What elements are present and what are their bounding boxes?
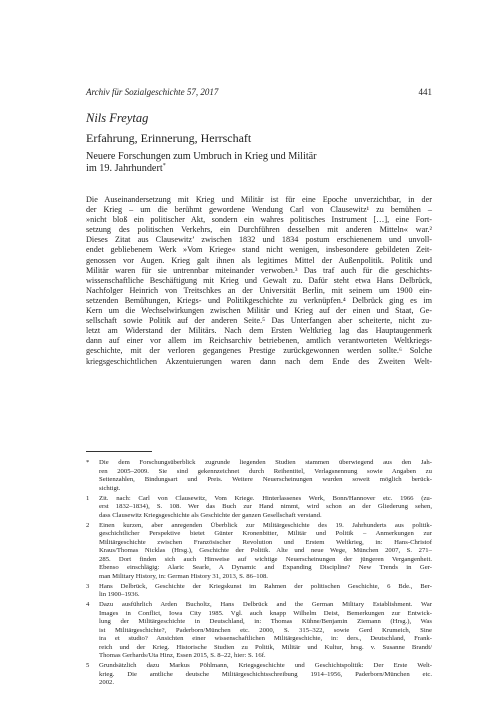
body-line: setzung des politischen Verkehrs, ein Durchführen desselben mit anderen Mitteln« war.²: [86, 225, 432, 235]
footnote-line: lin 1900–1936.: [99, 591, 140, 598]
footnote-line: Seitenzahlen, Bindungsart und Preis. Weitere Neuerscheinungen wurden soweit möglich berück-: [99, 476, 432, 483]
page-number: 441: [418, 87, 432, 97]
body-line: Kern um die Wechselwirkungen zwischen Militär und Krieg auf der einen und Staat, Ge-: [86, 306, 432, 316]
footnote: [86, 583, 432, 600]
footnote-line: reich und der Krieg. Historische Studien zu Politik, Militär und Kultur, hrsg. v. Susanne Brandt/: [99, 643, 432, 651]
article-title: Erfahrung, Erinnerung, Herrschaft: [86, 131, 252, 145]
footnote: [86, 601, 432, 661]
footnote-line: man Military History, in: German History 31, 2013, S. 86–108.: [99, 572, 268, 580]
subtitle-line: Neuere Forschungen zum Umbruch in Krieg und Militär: [86, 151, 317, 162]
footnote: [86, 522, 432, 582]
footnote-line: ren 2005–2009. Sie sind gekennzeichnet durch Reihentitel, Verlagsnennung sowie Angaben zu: [99, 467, 432, 475]
footnote-line: krieg. Die amtliche deutsche Militärgeschichtsschreibung 1914–1956, Paderborn/München etc.: [99, 670, 432, 678]
footnote-number: 1: [86, 494, 90, 502]
footnote-line: 2002.: [99, 679, 115, 686]
body-line: kriegsgeschichtlichen Akzentuierungen waren dann nach dem Ende des Zweiten Welt-: [86, 356, 432, 366]
footnote-line: Dazu ausführlich Arden Bucholtz, Hans Delbrück and the German Military Establishment. War: [99, 601, 432, 608]
footnote-line: geschichtlicher Perspektive bietet Günter Kronenbitter, Militär und Politik – Anmerkungen zur: [99, 530, 432, 537]
body-line: Nachfolger Heinrich von Treitschkes an der Universität Berlin, mit seinem um 1900 ein-: [86, 285, 432, 295]
article-author: Nils Freytag: [86, 111, 149, 125]
body-line: Die Auseinandersetzung mit Krieg und Militär ist für eine Epoche unverzichtbar, in der: [86, 195, 432, 204]
footnote-line: Zit. nach: Carl von Clausewitz, Vom Kriege. Hinterlassenes Werk, Bonn/Hannover etc. 1966 (zu-: [99, 494, 432, 502]
body-line: Militär waren für sie untrennbar miteinander verwoben.³ Das traf auch für die geschichts-: [86, 265, 432, 275]
footnote-line: erst 1832–1834), S. 108. Wer das Buch zur Hand nimmt, wird schon an der Gliederung sehen,: [99, 503, 432, 510]
footnote-line: Kraus/Thomas Nicklas (Hrsg.), Geschichte der Politik. Alte und neue Wege, München 2007, S. 271–: [99, 547, 432, 554]
body-line: Dieses Zitat aus Clausewitz’ zwischen 1832 und 1834 postum erschienenem und unvoll-: [86, 235, 432, 245]
footnote-number: 4: [86, 601, 90, 608]
footnote-line: Grundsätzlich dazu Markus Pöhlmann, Kriegsgeschichte und Geschichtspolitik: Der Erste Welt-: [99, 662, 432, 669]
footnote: [86, 459, 432, 493]
footnote-line: ist Militärgeschichte?, Paderborn/München etc. 2000, S. 315–322, sowie Gerd Krumeich, Sine: [99, 626, 432, 634]
subtitle-line: [86, 163, 317, 175]
footnote-number: 5: [86, 662, 90, 669]
body-line: endet gebliebenem Werk »Vom Kriege« stand nicht wenigen, insbesondere gebildeten Zeit-: [86, 245, 432, 255]
article-subtitle: [86, 151, 317, 174]
body-line: setzenden Bemühungen, Kriegs- und Politikgeschichte zu verknüpfen.⁴ Delbrück ging es im: [86, 295, 432, 305]
footnote-number: *: [86, 459, 90, 466]
footnote-number: 2: [86, 521, 90, 529]
subtitle-text: im 19. Jahrhundert: [86, 162, 163, 174]
footnote-line: lung der Militärgeschichte in Deutschland, in: Thomas Kühne/Benjamin Ziemann (Hrsg.), Was: [99, 618, 432, 625]
footnote-line: Einen kurzen, aber anregenden Überblick zur Militärgeschichte des 19. Jahrhunderts aus politik-: [99, 521, 432, 529]
footnote: [86, 495, 432, 521]
body-line: der Krieg – um die berühmt gewordene Wendung Carl von Clausewitz¹ zu bemühen –: [86, 205, 432, 215]
footnote-line: 285. Dort finden sich auch Hinweise auf wichtige Neuerscheinungen der jüngeren Vergangenheit.: [99, 555, 432, 563]
footnote-line: Thomas Gerhards/Uta Hinz, Essen 2015, S. 8–22, hier: S. 16f.: [99, 652, 266, 659]
body-line: »nicht bloß ein politischer Akt, sondern ein wahres politisches Instrument […], eine Fort-: [86, 215, 432, 225]
body-text: [86, 195, 432, 367]
footnote-divider: [86, 451, 152, 452]
body-line: sellschaft sowie Politik auf der anderen Seite.⁵ Das Unterfangen aber scheiterte, nicht zu-: [86, 316, 432, 326]
running-head-journal: Archiv für Sozialgeschichte 57, 2017: [86, 87, 219, 97]
footnote-mark: *: [162, 162, 166, 169]
body-line: wissenschaftliche Beschäftigung mit Krieg und Gewalt zu. Dafür steht etwa Hans Delbrück,: [86, 275, 432, 285]
body-line: geschichte, mit der verloren gegangenes Prestige zurückgewonnen werden sollte.⁶ Solche: [86, 346, 432, 356]
footnote-line: ira et studio? Ansichten einer wissenschaftlichen Militärgeschichte, in: ders., Deutschland, Frank-: [99, 635, 432, 642]
body-line: dann auf einer vor allem im Reichsarchiv betriebenen, amtlich verantworteten Weltkriegs-: [86, 336, 432, 346]
footnote-line: Images in Conflict, Iowa City 1985. Vgl. auch knapp Wilhelm Deist, Bemerkungen zur Entwick-: [99, 609, 432, 617]
footnote-line: dass Clausewitz Kriegsgeschichte als Geschichte der ganzen Gesellschaft verstand.: [99, 511, 322, 519]
footnote-number: 3: [86, 582, 90, 590]
footnote-line: Militärgeschichte zwischen Französischer Revolution und Erstem Weltkrieg, in: Hans-Christof: [99, 538, 432, 546]
body-line: genossen vor Augen. Krieg galt ihnen als legitimes Mittel der Außenpolitik. Politik und: [86, 255, 432, 265]
footnote: [86, 662, 432, 688]
body-line: letzt am Widerstand der Militärs. Nach dem Ersten Weltkrieg lag das Hauptaugenmerk: [86, 326, 432, 336]
footnotes: [86, 459, 432, 689]
footnote-line: Die dem Forschungsüberblick zugrunde liegenden Studien stammen überwiegend aus den Jah-: [99, 459, 432, 466]
footnote-line: Ebenso einschlägig: Alaric Searle, A Dynamic and Expanding Discipline? New Trends in Ger-: [99, 564, 432, 571]
footnote-line: sichtigt.: [99, 484, 121, 492]
footnote-line: Hans Delbrück, Geschichte der Kriegskunst im Rahmen der politischen Geschichte, 6 Bde., Ber-: [99, 582, 432, 590]
